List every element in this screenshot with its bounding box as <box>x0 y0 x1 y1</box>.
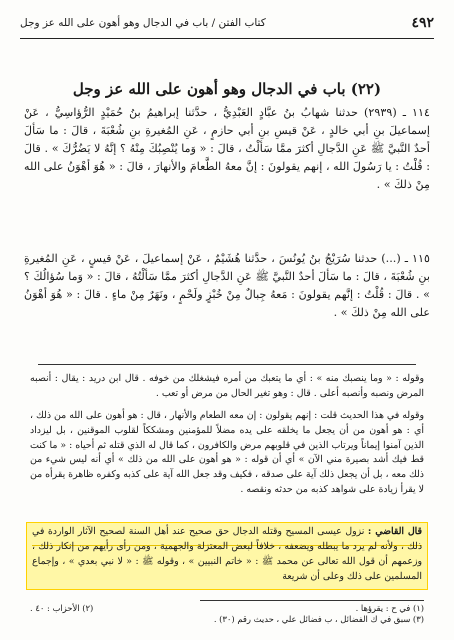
chapter-title: (٢٢) باب في الدجال وهو أهون على الله عز وجل <box>72 80 382 98</box>
commentary-paragraph: وقوله : « وما ينصبك منه » : أي ما يتعبك من أمره فيشغلك من خوفه . قال ابن دريد : يقال : أنصبه المرض ونصبه وأنصبه أعلى . قال : وهو تغير الحال من مرض أو تعب . <box>30 373 424 399</box>
page-header <box>20 10 434 36</box>
section-divider <box>38 364 416 365</box>
footnote: (٣) سبق في ك الفضائل ، ب فضائل علي ، حديث رقم (٣٠) . <box>213 614 424 624</box>
highlighted-commentary <box>32 524 422 584</box>
footnote-row <box>30 614 424 625</box>
running-title: كتاب الفتن / باب في الدجال وهو أهون على الله عز وجل <box>20 17 266 29</box>
footnote: (٢) الأحزاب : ٤٠ . <box>30 603 94 613</box>
header-rule <box>20 38 434 39</box>
footnote-rule <box>200 600 424 601</box>
footnotes <box>30 603 424 625</box>
hadith-114: ١١٤ ـ (٢٩٣٩) حدثنا شهابُ بنُ عبَّادٍ العَبْدِيُّ ، حدَّثنا إبراهيمُ بنُ حُمَيْدٍ الرُّؤاسِيُّ ، عَنْ إسماعيلَ بنِ أبي خالدٍ ، عَنْ قيسِ بنِ أبي حازمٍ ، عَنِ المُغيرةِ بنِ شُعْبَةَ ، قالَ : ما سَألَ أحدٌ النَّبيَّ ﷺ عَنِ الدَّجالِ أكثرَ ممَّا سَألْتُ ، قالَ : « وَما يُنْصِبُكَ مِنْهُ ؟ إنَّهُ لا يَضُرُّكَ » . قالَ : قُلْتُ : يا رَسُولَ الله ، إنهم يقولونَ : إنَّ معهُ الطَّعامَ والأنهارَ ، قالَ : « هُوَ أهْوَنُ على الله مِنْ ذلكَ » . <box>24 106 430 191</box>
footnote-row <box>30 603 424 614</box>
hadith-115: ١١٥ ـ (...) حدثنا سُرَيْجُ بنُ يُونُسَ ، حدَّثنا هُشَيْمٌ ، عَنْ إسماعيلَ ، عَنْ قيسٍ ، عَنِ المُغيرةِ بنِ شُعْبَةَ ، قالَ : ما سَألَ أحدٌ النَّبيَّ ﷺ عَنِ الدَّجالِ أكثرَ ممَّا سَألْتُهُ ، قالَ : « وَما سُؤالُكَ ؟ » . قالَ : قُلْتُ : إنَّهم يقولونَ : مَعهُ جِبالٌ مِنْ خُبْزٍ ولَحْمٍ ، ونَهَرٌ مِنْ ماءٍ . قالَ : « هُوَ أهْوَنُ على الله مِنْ ذلكَ » . <box>24 252 430 319</box>
footnote: (١) في ح : يقرؤها . <box>355 603 424 613</box>
commentary-lead: قال القاضي : <box>367 526 422 537</box>
page-number: ٤٩٢ <box>411 15 434 31</box>
commentary-paragraph: وقوله في هذا الحديث قلت : إنهم يقولون : إن معه الطعام والأنهار ، قال : هو أهون على الله من ذلك ، أي : هو أهون من أن يجعل ما يخلقه على يده مضلاً للمؤمنين ومشككاً لقلوب الموقنين ، بل ليزداد الذين آمنوا إيماناً ويرتاب الذين في قلوبهم مرض والكافرون ، كما قال له الذي قتله ثم أحياه : « ما كنت قط فيك أشد بصيرة مني الآن » أي أن قوله : « هو أهون على الله من ذلك » أي أنه ليس شيء من ذلك معه ، بل أن يجعل ذلك آية على صدقه ، فكيف وقد جعل الله آية على كذبه وكفره ظاهرة يقرأه من لا يقرأ زيادة على شواهد كذبه من حدثه ونقصه . <box>30 410 424 495</box>
commentary-text: نزول عيسى المسيح وقتله الدجال حق صحيح عند أهل السنة لصحيح الآثار الواردة في ذلك ، ولأنه لم يرد ما يبطله ويضعفه ، خلافاً لبعض المعتزلة والجهمية ، ومن رأى رأيهم من إنكار ذلك ، وزعمهم أن قول الله تعالى عن محمد ﷺ : « خاتم النبيين » ، وقوله ﷺ : « لا نبي بعدي » ، وإجماع المسلمين على ذلك وعلى أن شريعة <box>32 526 422 582</box>
